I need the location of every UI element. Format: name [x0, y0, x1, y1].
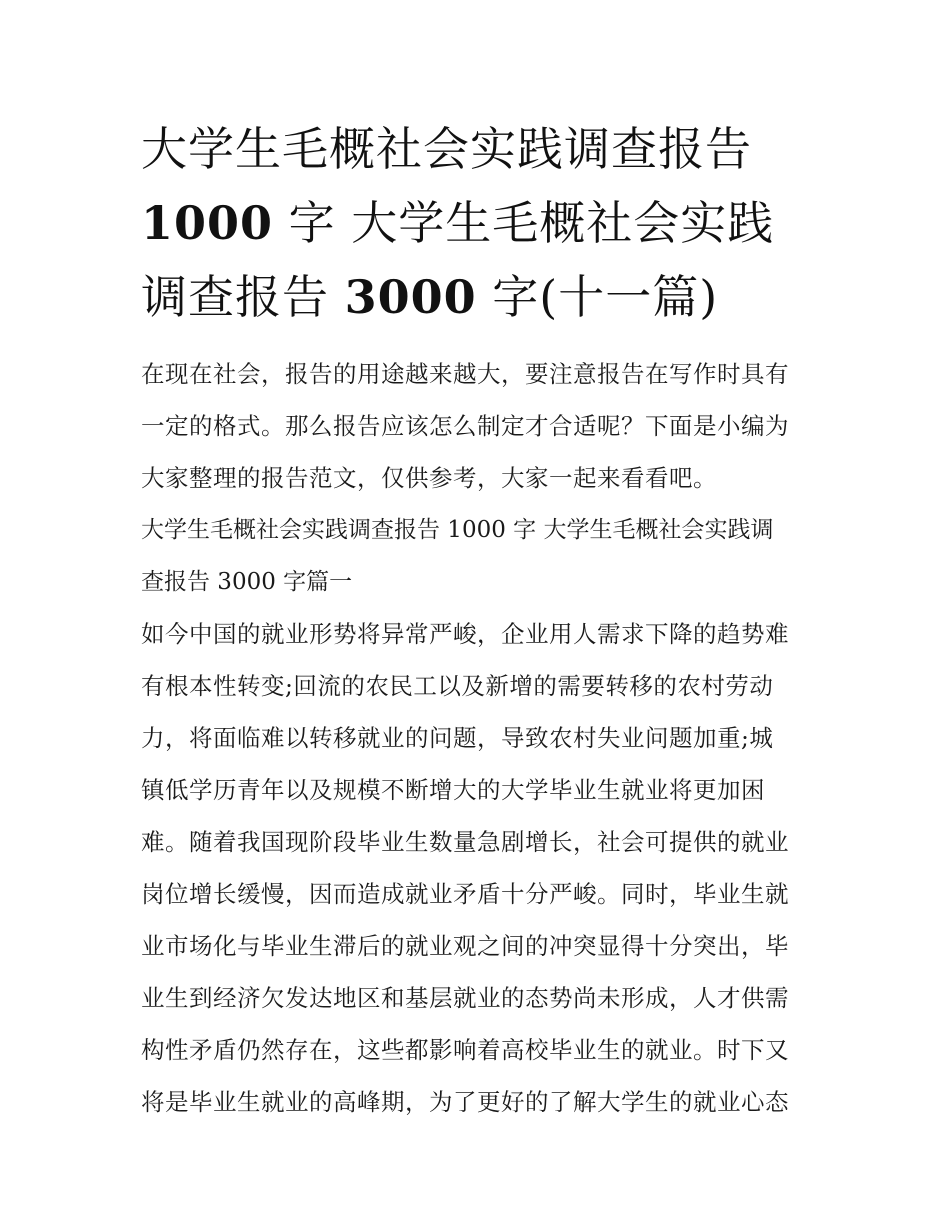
- intro-line-2: 一定的格式。那么报告应该怎么制定才合适呢？下面是小编为: [141, 412, 789, 440]
- document-page: [141, 112, 813, 1128]
- body-line-8: 业生到经济欠发达地区和基层就业的态势尚未形成，人才供需: [141, 984, 789, 1012]
- body-paragraph: [141, 608, 813, 1128]
- title-number: 1000: [141, 196, 274, 250]
- intro-line-3: 大家整理的报告范文，仅供参考，大家一起来看看吧。: [141, 464, 717, 492]
- intro-line-1: 在现在社会，报告的用途越来越大，要注意报告在写作时具有: [141, 360, 789, 388]
- body-line-2: 有根本性转变;回流的农民工以及新增的需要转移的农村劳动: [141, 672, 774, 700]
- section-heading-line-1: 大学生毛概社会实践调查报告 1000 字 大学生毛概社会实践调: [141, 517, 774, 543]
- body-line-5: 难。随着我国现阶段毕业生数量急剧增长，社会可提供的就业: [141, 828, 789, 856]
- body-line-1: 如今中国的就业形势将异常严峻，企业用人需求下降的趋势难: [141, 620, 789, 648]
- title-line-3: 调查报告 3000 字(十一篇): [141, 270, 719, 324]
- intro-paragraph: [141, 348, 813, 504]
- section-heading: [141, 504, 813, 608]
- body-line-6: 岗位增长缓慢，因而造成就业矛盾十分严峻。同时，毕业生就: [141, 880, 789, 908]
- body-line-3: 力，将面临难以转移就业的问题，导致农村失业问题加重;城: [141, 724, 774, 752]
- title-number: 3000: [344, 270, 477, 324]
- document-body: [141, 348, 813, 1128]
- body-line-10: 将是毕业生就业的高峰期，为了更好的了解大学生的就业心态: [141, 1088, 789, 1116]
- section-heading-line-2: 查报告 3000 字篇一: [141, 569, 353, 595]
- document-title: [141, 112, 813, 334]
- body-line-4: 镇低学历青年以及规模不断增大的大学毕业生就业将更加困: [141, 776, 765, 804]
- title-line-2: 1000 字 大学生毛概社会实践: [141, 196, 775, 250]
- body-line-9: 构性矛盾仍然存在，这些都影响着高校毕业生的就业。时下又: [141, 1036, 789, 1064]
- body-line-7: 业市场化与毕业生滞后的就业观之间的冲突显得十分突出，毕: [141, 932, 789, 960]
- title-line-1: 大学生毛概社会实践调查报告: [141, 122, 752, 176]
